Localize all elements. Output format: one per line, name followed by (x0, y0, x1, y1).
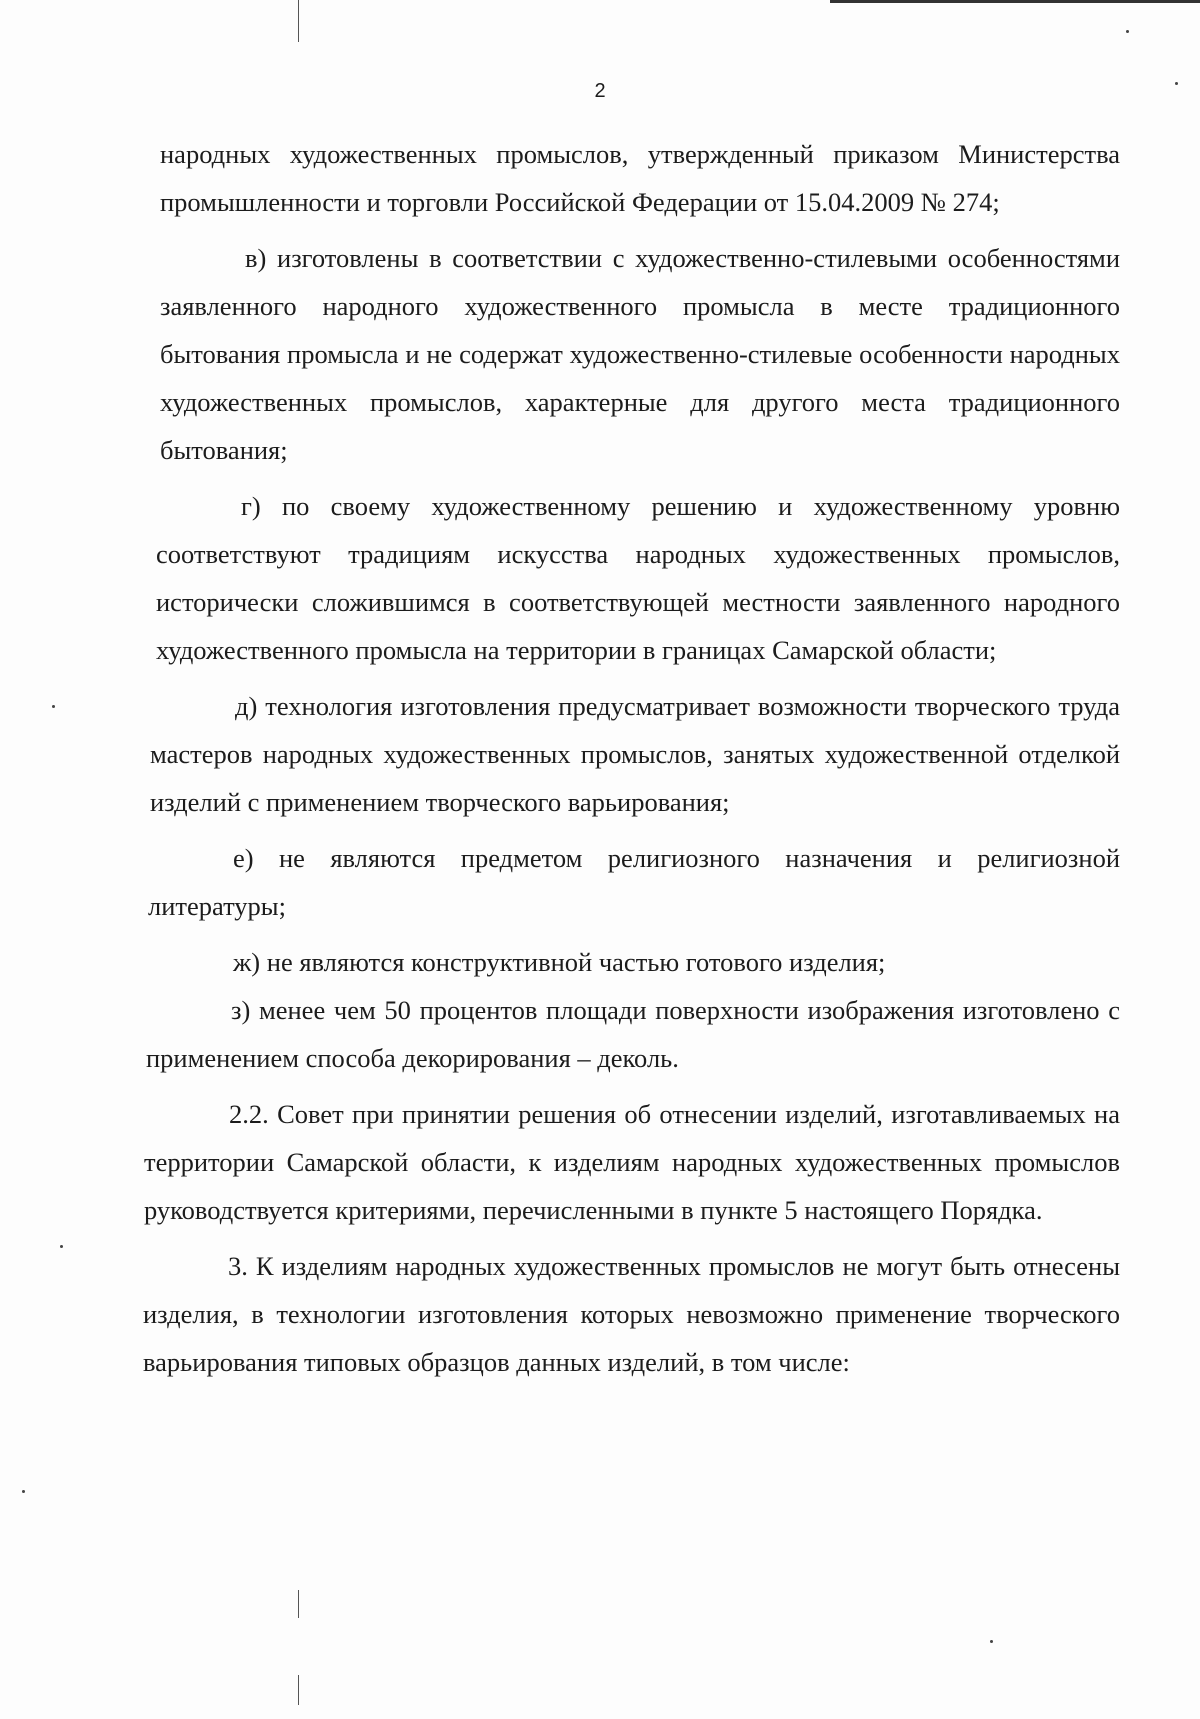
page-number: 2 (594, 80, 606, 102)
paragraph-item-g: г) по своему художественному решению и художественному уровню соответствуют традициям искусства народных художественных промыслов, исторически сложившимся в соответствующей местности заявленного народного художественного промысла на территории в границах Самарской области; (156, 491, 1120, 665)
scan-speck (990, 1640, 993, 1643)
scan-speck (1126, 30, 1129, 33)
paragraph-item-d: д) технология изготовления предусматривает возможности творческого труда мастеров народных художественных промыслов, занятых художественной отделкой изделий с применением творческого варьирования; (150, 691, 1120, 817)
paragraph-section-3: 3. К изделиям народных художественных промыслов не могут быть отнесены изделия, в технологии изготовления которых невозможно применение творческого варьирования типовых образцов данных изделий, в том числе: (143, 1251, 1120, 1377)
paragraph-item-zh: ж) не являются конструктивной частью готового изделия; (233, 947, 886, 977)
scan-speck (52, 705, 55, 708)
paragraph-item-e: е) не являются предметом религиозного назначения и религиозной литературы; (148, 843, 1120, 921)
scan-fold-mark (298, 1675, 299, 1705)
document-body (143, 130, 1120, 1386)
scan-speck (22, 1490, 25, 1493)
scan-fold-mark (298, 1590, 299, 1618)
scan-speck (60, 1245, 63, 1248)
scan-edge-line (830, 0, 1200, 3)
paragraph-continuation: народных художественных промыслов, утвержденный приказом Министерства промышленности и торговли Российской Федерации от 15.04.2009 № 274; (160, 139, 1120, 217)
scan-fold-mark (298, 0, 299, 42)
paragraph-section-2-2: 2.2. Совет при принятии решения об отнесении изделий, изготавливаемых на территории Самарской области, к изделиям народных художественных промыслов руководствуется критериями, перечисленными в пункте 5 настоящего Порядка. (144, 1099, 1120, 1225)
paragraph-item-v: в) изготовлены в соответствии с художественно-стилевыми особенностями заявленного народного художественного промысла в месте традиционного бытования промысла и не содержат художественно-стилевые особенности народных художественных промыслов, характерные для другого места традиционного бытования; (160, 243, 1120, 465)
paragraph-item-z: з) менее чем 50 процентов площади поверхности изображения изготовлено с применением способа декорирования – деколь. (146, 995, 1120, 1073)
